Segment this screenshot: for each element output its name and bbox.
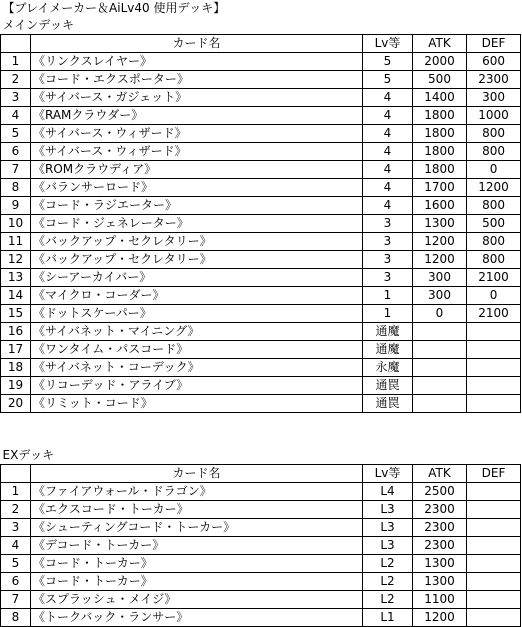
atk-cell[interactable]: 1400 (413, 89, 467, 107)
card-name-cell[interactable]: 《マイクロ・コーダー》 (31, 287, 363, 305)
row-number-cell[interactable]: 6 (1, 143, 31, 161)
row-number-cell[interactable]: 11 (1, 233, 31, 251)
def-cell[interactable]: 2300 (467, 71, 521, 89)
def-cell[interactable] (467, 573, 521, 591)
lv-cell[interactable]: 3 (363, 233, 413, 251)
row-number-cell[interactable]: 9 (1, 197, 31, 215)
ex-deck-table (1, 465, 521, 627)
lv-cell[interactable]: 3 (363, 215, 413, 233)
card-name-cell[interactable]: 《サイバース・ガジェット》 (31, 89, 363, 107)
blank-cell[interactable] (1, 430, 521, 447)
card-name-cell[interactable]: 《サイバース・ウィザード》 (31, 125, 363, 143)
header-name-cell[interactable]: カード名 (31, 35, 363, 53)
lv-cell[interactable]: 通魔 (363, 341, 413, 359)
lv-cell[interactable]: L4 (363, 483, 413, 501)
def-cell[interactable] (467, 501, 521, 519)
row-number-cell[interactable]: 5 (1, 125, 31, 143)
lv-cell[interactable]: L1 (363, 609, 413, 627)
header-atk-cell[interactable]: ATK (413, 35, 467, 53)
ex-deck-row (1, 483, 521, 501)
card-name-cell[interactable]: 《バックアップ・セクレタリー》 (31, 251, 363, 269)
row-number-cell[interactable]: 1 (1, 53, 31, 71)
atk-cell[interactable]: 1300 (413, 555, 467, 573)
card-name-cell[interactable]: 《コード・トーカー》 (31, 555, 363, 573)
atk-cell[interactable]: 1100 (413, 591, 467, 609)
atk-cell[interactable]: 1800 (413, 125, 467, 143)
row-number-cell[interactable]: 7 (1, 591, 31, 609)
def-cell[interactable]: 1000 (467, 107, 521, 125)
atk-cell[interactable]: 300 (413, 269, 467, 287)
def-cell[interactable] (467, 609, 521, 627)
lv-cell[interactable]: L3 (363, 501, 413, 519)
lv-cell[interactable]: 4 (363, 143, 413, 161)
row-number-cell[interactable]: 6 (1, 573, 31, 591)
card-name-cell[interactable]: 《ドットスケーパー》 (31, 305, 363, 323)
atk-cell[interactable]: 2300 (413, 519, 467, 537)
main-deck-row (1, 161, 521, 179)
lv-cell[interactable]: L2 (363, 555, 413, 573)
card-name-cell[interactable]: 《サイバース・ウィザード》 (31, 143, 363, 161)
atk-cell[interactable]: 300 (413, 287, 467, 305)
lv-cell[interactable]: 4 (363, 89, 413, 107)
main-deck-row (1, 107, 521, 125)
def-cell[interactable] (467, 555, 521, 573)
lv-cell[interactable]: 通罠 (363, 377, 413, 395)
atk-cell[interactable]: 1300 (413, 215, 467, 233)
card-name-cell[interactable]: 《エクスコード・トーカー》 (31, 501, 363, 519)
def-cell[interactable] (467, 537, 521, 555)
main-deck-row (1, 53, 521, 71)
row-number-cell[interactable]: 1 (1, 483, 31, 501)
atk-cell[interactable] (413, 377, 467, 395)
def-cell[interactable]: 800 (467, 197, 521, 215)
atk-cell[interactable] (413, 323, 467, 341)
atk-cell[interactable]: 1800 (413, 107, 467, 125)
main-deck-header-row (1, 35, 521, 53)
main-deck-row (1, 197, 521, 215)
header-def-cell[interactable]: DEF (467, 35, 521, 53)
atk-cell[interactable]: 2300 (413, 501, 467, 519)
def-cell[interactable]: 1200 (467, 179, 521, 197)
row-number-cell[interactable]: 14 (1, 287, 31, 305)
row-number-cell[interactable]: 20 (1, 395, 31, 413)
lv-cell[interactable]: L3 (363, 537, 413, 555)
card-name-cell[interactable]: 《RAMクラウダー》 (31, 107, 363, 125)
row-number-cell[interactable]: 4 (1, 107, 31, 125)
atk-cell[interactable]: 0 (413, 305, 467, 323)
main-deck-row (1, 89, 521, 107)
card-name-cell[interactable]: 《リコーデッド・アライブ》 (31, 377, 363, 395)
main-deck-row (1, 323, 521, 341)
blank-cell[interactable] (1, 413, 521, 431)
card-name-cell[interactable]: 《シーアーカイバー》 (31, 269, 363, 287)
atk-cell[interactable]: 1800 (413, 143, 467, 161)
lv-cell[interactable]: 3 (363, 251, 413, 269)
main-deck-label-row (1, 17, 521, 35)
row-number-cell[interactable]: 8 (1, 609, 31, 627)
card-name-cell[interactable]: 《スプラッシュ・メイジ》 (31, 591, 363, 609)
row-number-cell[interactable]: 16 (1, 323, 31, 341)
atk-cell[interactable]: 1200 (413, 251, 467, 269)
def-cell[interactable]: 2100 (467, 305, 521, 323)
row-number-cell[interactable]: 18 (1, 359, 31, 377)
def-cell[interactable] (467, 483, 521, 501)
card-name-cell[interactable]: 《サイバネット・コーデック》 (31, 359, 363, 377)
def-cell[interactable] (467, 323, 521, 341)
atk-cell[interactable]: 1200 (413, 609, 467, 627)
card-name-cell[interactable]: 《バランサーロード》 (31, 179, 363, 197)
ex-deck-header-row (1, 465, 521, 483)
def-cell[interactable]: 800 (467, 125, 521, 143)
atk-cell[interactable]: 1200 (413, 233, 467, 251)
main-deck-row (1, 143, 521, 161)
def-cell[interactable]: 2100 (467, 269, 521, 287)
main-deck-row (1, 359, 521, 377)
lv-cell[interactable]: 4 (363, 125, 413, 143)
main-deck-row (1, 179, 521, 197)
header-no-cell[interactable] (1, 465, 31, 483)
header-atk-cell[interactable]: ATK (413, 465, 467, 483)
main-deck-row (1, 215, 521, 233)
card-name-cell[interactable]: 《バックアップ・セクレタリー》 (31, 233, 363, 251)
row-number-cell[interactable]: 2 (1, 501, 31, 519)
main-deck-row (1, 71, 521, 89)
lv-cell[interactable]: 4 (363, 161, 413, 179)
main-deck-row (1, 395, 521, 413)
row-number-cell[interactable]: 15 (1, 305, 31, 323)
lv-cell[interactable]: 5 (363, 71, 413, 89)
row-number-cell[interactable]: 3 (1, 519, 31, 537)
ex-deck-row (1, 573, 521, 591)
lv-cell[interactable]: L3 (363, 519, 413, 537)
lv-cell[interactable]: 1 (363, 305, 413, 323)
lv-cell[interactable]: L2 (363, 573, 413, 591)
def-cell[interactable] (467, 591, 521, 609)
atk-cell[interactable]: 2500 (413, 483, 467, 501)
card-name-cell[interactable]: 《コード・トーカー》 (31, 573, 363, 591)
row-number-cell[interactable]: 12 (1, 251, 31, 269)
lv-cell[interactable]: 永魔 (363, 359, 413, 377)
title-row (1, 0, 521, 17)
atk-cell[interactable]: 1300 (413, 573, 467, 591)
card-name-cell[interactable]: 《トークバック・ランサー》 (31, 609, 363, 627)
ex-deck-row (1, 537, 521, 555)
main-deck-row (1, 305, 521, 323)
row-number-cell[interactable]: 19 (1, 377, 31, 395)
ex-deck-row (1, 519, 521, 537)
blank-row (1, 413, 521, 431)
sheet-title[interactable]: 【ブレイメーカー＆AiLv40 使用デッキ】 (2, 1, 226, 15)
def-cell[interactable]: 600 (467, 53, 521, 71)
lv-cell[interactable]: 通魔 (363, 323, 413, 341)
lv-cell[interactable]: 4 (363, 179, 413, 197)
row-number-cell[interactable]: 10 (1, 215, 31, 233)
lv-cell[interactable]: 1 (363, 287, 413, 305)
lv-cell[interactable]: L2 (363, 591, 413, 609)
lv-cell[interactable]: 5 (363, 53, 413, 71)
header-def-cell[interactable]: DEF (467, 465, 521, 483)
main-deck-row (1, 233, 521, 251)
main-deck-table (1, 35, 521, 413)
main-deck-row (1, 287, 521, 305)
def-cell[interactable]: 800 (467, 233, 521, 251)
lv-cell[interactable]: 4 (363, 197, 413, 215)
lv-cell[interactable]: 通罠 (363, 395, 413, 413)
ex-deck-row (1, 501, 521, 519)
lv-cell[interactable]: 3 (363, 269, 413, 287)
def-cell[interactable]: 0 (467, 287, 521, 305)
lv-cell[interactable]: 4 (363, 107, 413, 125)
row-number-cell[interactable]: 5 (1, 555, 31, 573)
main-deck-row (1, 377, 521, 395)
def-cell[interactable] (467, 395, 521, 413)
atk-cell[interactable]: 500 (413, 71, 467, 89)
row-number-cell[interactable]: 3 (1, 89, 31, 107)
atk-cell[interactable]: 2300 (413, 537, 467, 555)
row-number-cell[interactable]: 2 (1, 71, 31, 89)
main-deck-row (1, 341, 521, 359)
def-cell[interactable] (467, 377, 521, 395)
card-name-cell[interactable]: 《リミット・コード》 (31, 395, 363, 413)
ex-deck-row (1, 555, 521, 573)
def-cell[interactable]: 800 (467, 251, 521, 269)
ex-deck-row (1, 591, 521, 609)
atk-cell[interactable] (413, 341, 467, 359)
atk-cell[interactable]: 1800 (413, 161, 467, 179)
header-lv-cell[interactable]: Lv等 (363, 35, 413, 53)
card-name-cell[interactable]: 《シューティングコード・トーカー》 (31, 519, 363, 537)
card-name-cell[interactable]: 《サイバネット・マイニング》 (31, 323, 363, 341)
main-deck-row (1, 251, 521, 269)
atk-cell[interactable]: 1700 (413, 179, 467, 197)
def-cell[interactable]: 500 (467, 215, 521, 233)
row-number-cell[interactable]: 8 (1, 179, 31, 197)
def-cell[interactable] (467, 519, 521, 537)
ex-deck-label-row (1, 447, 521, 465)
def-cell[interactable] (467, 359, 521, 377)
header-no-cell[interactable] (1, 35, 31, 53)
ex-deck-row (1, 609, 521, 627)
header-lv-cell[interactable]: Lv等 (363, 465, 413, 483)
card-name-cell[interactable]: 《コード・ジェネレーター》 (31, 215, 363, 233)
card-name-cell[interactable]: 《ワンタイム・パスコード》 (31, 341, 363, 359)
card-name-cell[interactable]: 《コード・エクスポーター》 (31, 71, 363, 89)
row-number-cell[interactable]: 13 (1, 269, 31, 287)
card-name-cell[interactable]: 《コード・ラジエーター》 (31, 197, 363, 215)
main-deck-row (1, 125, 521, 143)
atk-cell[interactable]: 1600 (413, 197, 467, 215)
row-number-cell[interactable]: 17 (1, 341, 31, 359)
card-name-cell[interactable]: 《ファイアウォール・ドラゴン》 (31, 483, 363, 501)
atk-cell[interactable]: 2000 (413, 53, 467, 71)
def-cell[interactable]: 800 (467, 143, 521, 161)
def-cell[interactable]: 300 (467, 89, 521, 107)
header-name-cell[interactable]: カード名 (31, 465, 363, 483)
ex-deck-label[interactable]: EXデッキ (2, 448, 55, 462)
card-name-cell[interactable]: 《リンクスレイヤー》 (31, 53, 363, 71)
atk-cell[interactable] (413, 359, 467, 377)
row-number-cell[interactable]: 4 (1, 537, 31, 555)
def-cell[interactable]: 0 (467, 161, 521, 179)
blank-row (1, 430, 521, 447)
row-number-cell[interactable]: 7 (1, 161, 31, 179)
main-deck-row (1, 269, 521, 287)
atk-cell[interactable] (413, 395, 467, 413)
card-name-cell[interactable]: 《デコード・トーカー》 (31, 537, 363, 555)
def-cell[interactable] (467, 341, 521, 359)
main-deck-label[interactable]: メインデッキ (2, 18, 75, 32)
card-name-cell[interactable]: 《ROMクラウディア》 (31, 161, 363, 179)
